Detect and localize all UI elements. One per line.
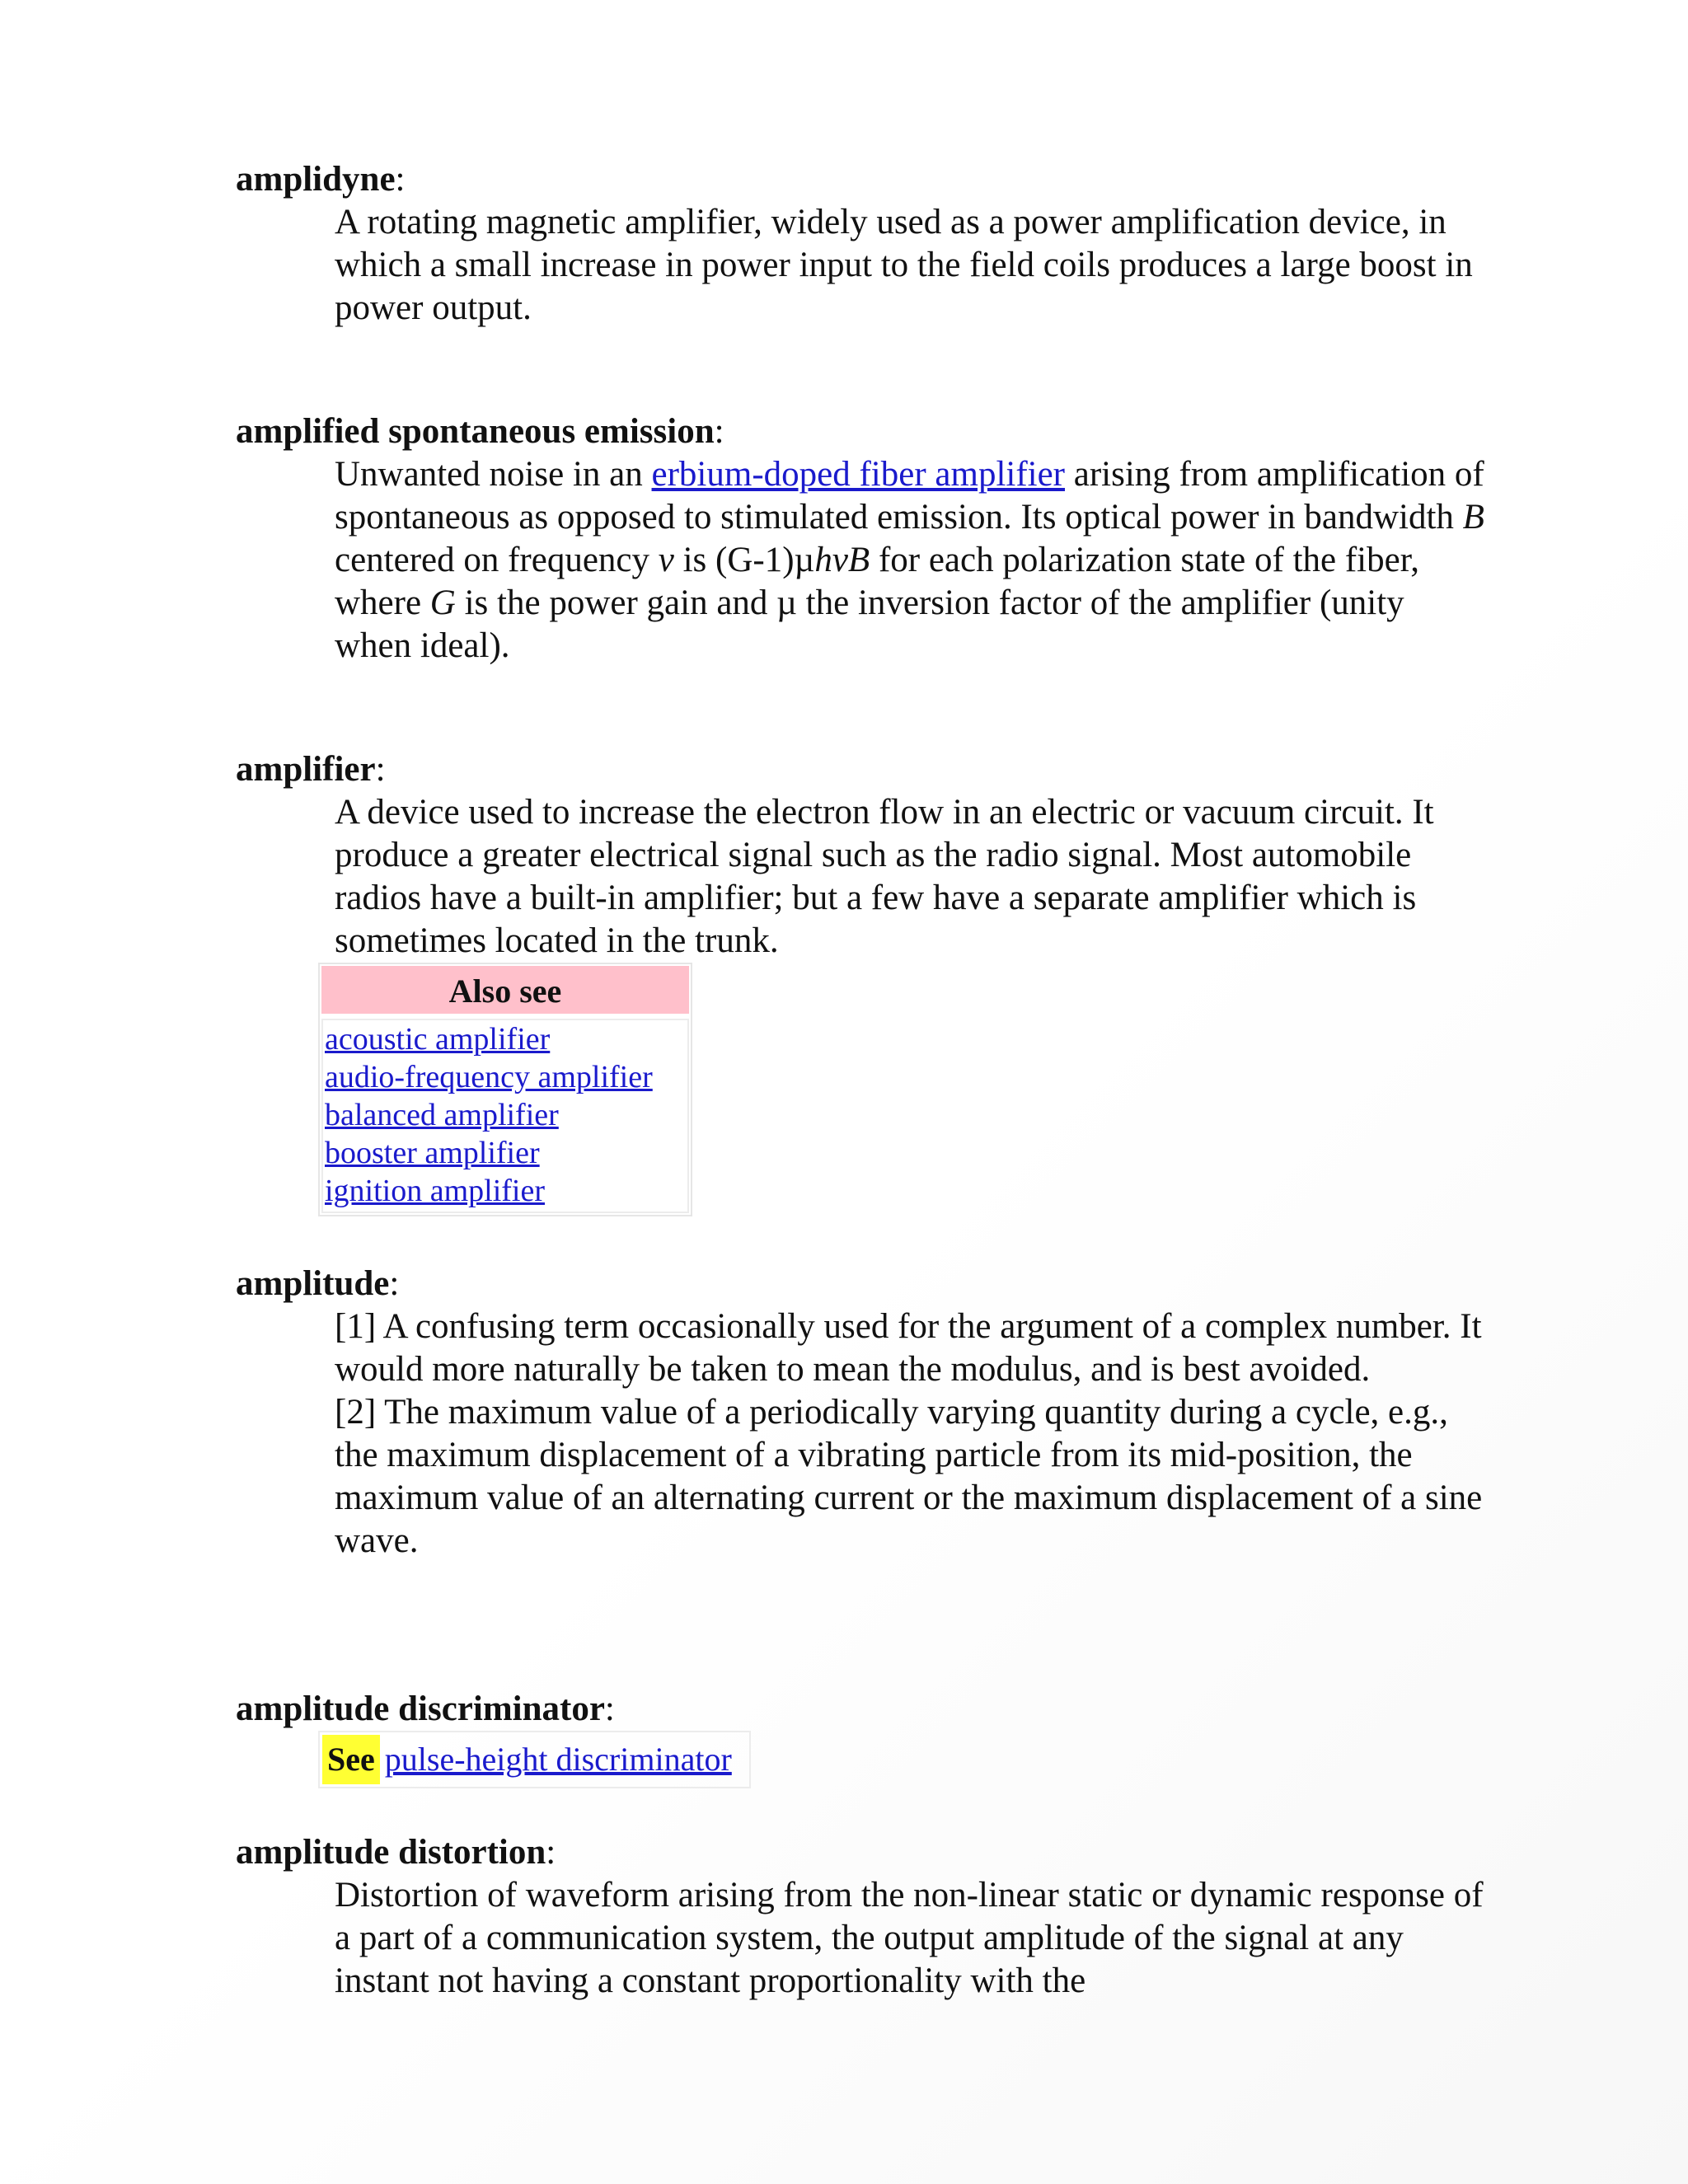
- term-colon: :: [546, 1833, 556, 1872]
- variable-b: B: [1462, 498, 1484, 537]
- definition-fragment: arising from amplification of spontaneous as opposed to stimulated emission. Its optical power in bandwidth: [335, 455, 1484, 537]
- entry-definition: [335, 453, 1489, 668]
- definition-sense-1: [1] A confusing term occasionally used for the argument of a complex number. It would more naturally be taken to mean the modulus, and is best avoided.: [335, 1307, 1482, 1389]
- definition-fragment: is the power gain and µ the inversion factor of the amplifier (unity when ideal).: [335, 583, 1404, 665]
- term-label: amplidyne: [236, 160, 396, 199]
- entry-amplifier: [236, 748, 1472, 1216]
- also-see-list: [321, 1019, 689, 1213]
- link-erbium-doped-fiber-amplifier[interactable]: erbium-doped fiber amplifier: [651, 455, 1066, 494]
- definition-text: [335, 453, 1489, 668]
- term-colon: :: [714, 412, 724, 451]
- term-label: amplitude discriminator: [236, 1690, 605, 1728]
- entry-amplidyne: [236, 158, 1472, 330]
- see-label: See: [322, 1735, 380, 1784]
- entry-term: [236, 410, 1472, 453]
- also-see-heading: Also see: [321, 966, 689, 1014]
- variable-hvb: hvB: [814, 541, 870, 579]
- definition-fragment: for each polarization state of the fiber, where: [335, 541, 1420, 622]
- definition-text: Distortion of waveform arising from the non-linear static or dynamic response of a part of a communication system, the output amplitude of the signal at any instant not having a constant proportionality with the: [335, 1876, 1484, 2000]
- term-colon: :: [375, 750, 386, 789]
- entry-definition: [335, 791, 1489, 963]
- term-colon: :: [395, 160, 406, 199]
- term-colon: :: [604, 1690, 615, 1728]
- definition-text: A device used to increase the electron flow in an electric or vacuum circuit. It produce a greater electrical signal such as the radio signal. Most automobile radios have a built-in amplifier; but a few have a separate amplifier which is sometimes located in the trunk.: [335, 793, 1434, 960]
- also-see-item: [325, 1020, 686, 1058]
- term-label: amplified spontaneous emission: [236, 412, 715, 451]
- term-label: amplitude distortion: [236, 1833, 546, 1872]
- entry-amplified-spontaneous-emission: [236, 410, 1484, 668]
- entry-definition: [335, 201, 1489, 330]
- definition-sense-2: [2] The maximum value of a periodically varying quantity during a cycle, e.g., the maximum displacement of a vibrating particle from its mid-position, the maximum value of an alternating current or the maximum displacement of a sine wave.: [335, 1393, 1483, 1560]
- link-booster-amplifier[interactable]: booster amplifier: [325, 1136, 540, 1170]
- entry-definition: [335, 1305, 1489, 1563]
- also-see-item: [325, 1172, 686, 1210]
- definition-fragment: centered on frequency: [335, 541, 659, 579]
- entry-definition: [335, 1874, 1489, 2003]
- also-see-item: [325, 1134, 686, 1172]
- entry-amplitude-discriminator: [236, 1688, 1472, 1788]
- link-pulse-height-discriminator[interactable]: pulse-height discriminator: [384, 1741, 732, 1778]
- also-see-box: [318, 963, 692, 1216]
- entry-term: [236, 1263, 1472, 1305]
- term-colon: :: [389, 1264, 400, 1303]
- variable-g: G: [429, 583, 456, 622]
- entry-amplitude: [236, 1263, 1483, 1563]
- entry-term: [236, 748, 1472, 791]
- entry-term: [236, 1688, 1472, 1731]
- link-ignition-amplifier[interactable]: ignition amplifier: [325, 1174, 546, 1208]
- link-audio-frequency-amplifier[interactable]: audio-frequency amplifier: [325, 1060, 653, 1094]
- term-label: amplifier: [236, 750, 376, 789]
- definition-fragment: is (G-1)µ: [673, 541, 815, 579]
- also-see-item: [325, 1058, 686, 1096]
- link-acoustic-amplifier[interactable]: acoustic amplifier: [325, 1022, 551, 1057]
- definition-text: A rotating magnetic amplifier, widely used as a power amplification device, in which a small increase in power input to the field coils produces a large boost in power output.: [335, 203, 1473, 327]
- entry-term: [236, 1831, 1472, 1874]
- definition-fragment: Unwanted noise in an: [335, 455, 652, 494]
- entry-term: [236, 158, 1472, 201]
- link-balanced-amplifier[interactable]: balanced amplifier: [325, 1098, 559, 1132]
- term-label: amplitude: [236, 1264, 390, 1303]
- see-box: [318, 1731, 751, 1788]
- variable-v: v: [658, 541, 674, 579]
- entry-amplitude-distortion: [236, 1831, 1484, 2003]
- also-see-item: [325, 1096, 686, 1134]
